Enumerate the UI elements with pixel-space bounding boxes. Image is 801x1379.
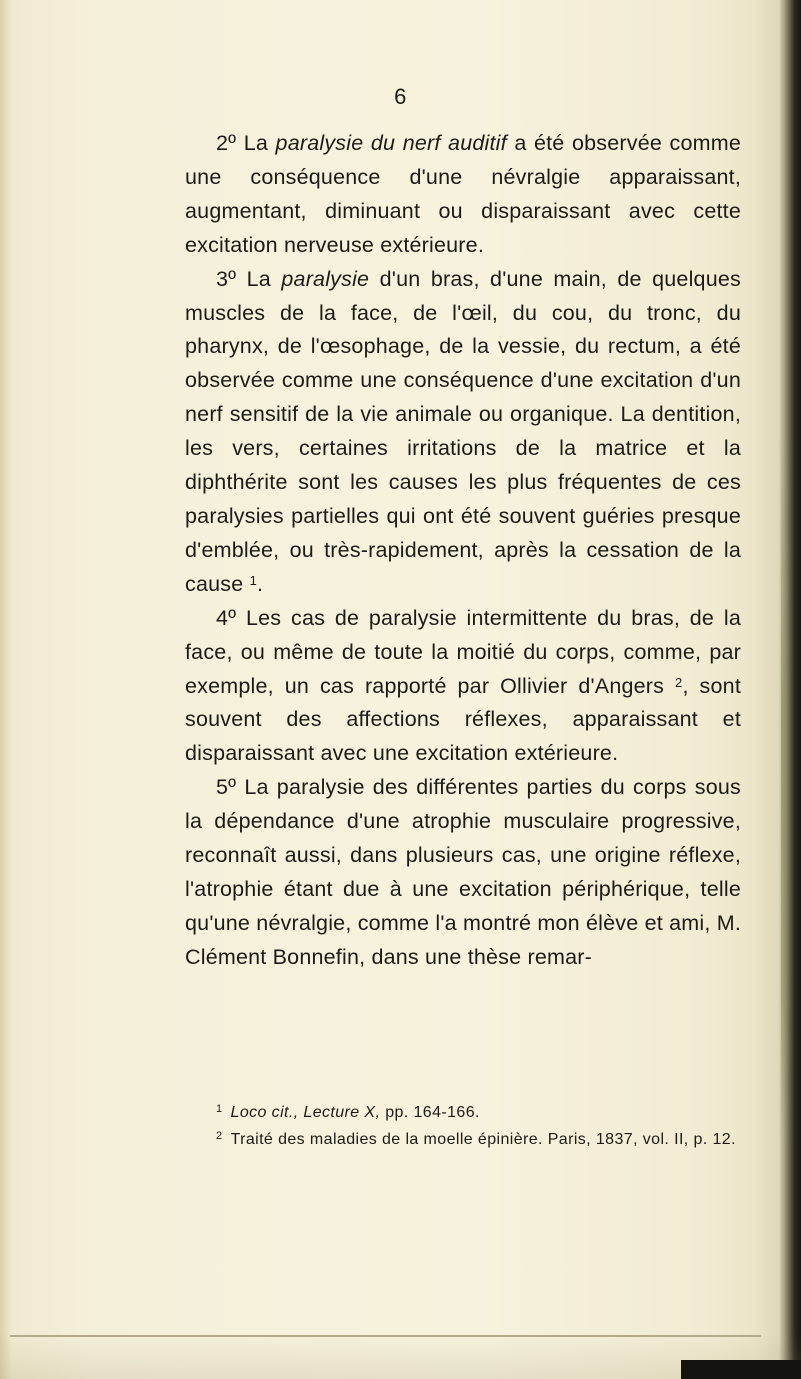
footnote-ref[interactable]: 1 — [249, 572, 257, 588]
footnote-mark: 1 — [216, 1103, 223, 1115]
page-left-shade — [0, 0, 12, 1379]
footnotes — [185, 1099, 741, 1153]
paragraph-4 — [185, 602, 741, 772]
scan-corner-bar — [681, 1360, 801, 1379]
paragraph-number: 5º — [216, 775, 237, 800]
paragraph-italic: paralysie du nerf auditif — [275, 131, 507, 155]
paragraph-5 — [185, 771, 741, 974]
paragraph-italic: paralysie — [281, 266, 370, 291]
footnote-ref[interactable]: 2 — [675, 674, 683, 690]
paragraph-text: d'un bras, d'une main, de quelques muscles de la face, de l'œil, du cou, du tronc, du pharynx, de l'œsophage, de la vessie, du rectum, a été observée comme une conséquence d'une excitation d'un nerf sensitif de la vie animale ou organique. La dentition, les vers, certaines irritations de la matrice et la diphthérite sont les causes les plus fréquentes de ces paralysies partielles qui ont été souvent guéries presque d'emblée, ou très-rapidement, après la cessation de la cause — [185, 266, 741, 596]
body-text — [185, 127, 741, 975]
footnote-text: pp. 164-166. — [380, 1104, 480, 1121]
paragraph-3 — [185, 263, 741, 602]
paragraph-lead: La paralysie des différentes parties du corps sous la dépendance d'une atrophie musculaire progressive, reconnaît aussi, dans plusieurs cas, une origine réflexe, l'atrophie étant due à une excitation périphérique, telle qu'une névralgie, comme l'a montré mon élève et ami, M. Clément Bonnefin, dans une thèse remar- — [185, 775, 741, 969]
paragraph-lead: La — [246, 266, 282, 291]
page-bottom-edge-line — [10, 1335, 761, 1337]
paragraph-text: , sont souvent des affections réflexes, apparaissant et disparaissant avec une excitation extérieure. — [185, 673, 741, 766]
paragraph-tail: . — [257, 571, 264, 596]
paragraph-2 — [185, 127, 741, 263]
footnote-2 — [185, 1126, 741, 1153]
footnote-1 — [185, 1099, 741, 1126]
paragraph-number: 3º — [216, 266, 237, 291]
paragraph-number: 2º — [216, 131, 237, 155]
footnote-mark: 2 — [216, 1130, 223, 1142]
footnote-italic: Loco cit., Lecture X, — [230, 1104, 381, 1121]
paragraph-lead: Les cas de paralysie intermittente du bras, de la face, ou même de toute la moitié du corps, comme, par exemple, un cas rapporté par Ollivier d'Angers — [185, 605, 741, 698]
paragraph-lead: La — [243, 131, 276, 155]
paragraph-text: a été observée comme une conséquence d'une névralgie apparaissant, augmentant, diminuant ou disparaissant avec cette excitation nerveuse extérieure. — [185, 131, 741, 257]
footnote-text: Traité des maladies de la moelle épinière. Paris, 1837, vol. II, p. 12. — [230, 1131, 736, 1148]
paragraph-number: 4º — [216, 605, 237, 630]
page-number: 6 — [394, 84, 407, 109]
book-binding-edge — [779, 0, 801, 1379]
